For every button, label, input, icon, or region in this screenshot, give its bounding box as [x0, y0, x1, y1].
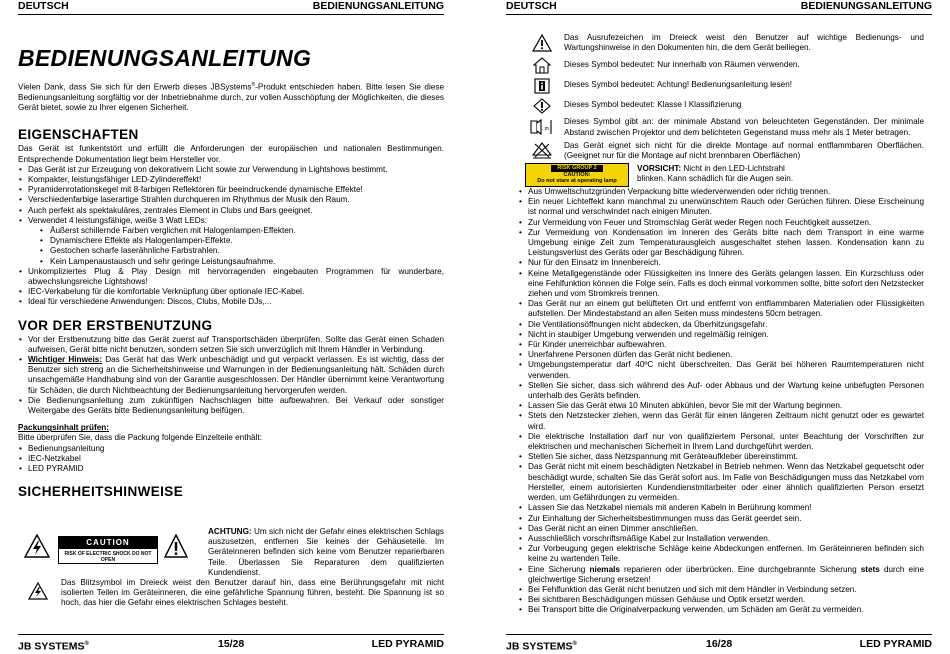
intro-paragraph: Vielen Dank, dass Sie sich für den Erwerb dieses JBSystems®-Produkt entschieden haben. Bitte lesen Sie diese Bedienungsanleitung sorgfältig vor der Inbetriebnahme durch, zur vollen Ausschöpfung der Möglichkeiten, die dieses Gerät bietet, sowie zu Ihrer eigenen Sicherheit. [18, 82, 445, 113]
achtung-paragraph: ACHTUNG: Um sich nicht der Gefahr eines elektrischen Schlags auszusetzen, entfernen Sie keines der Gehäuseteile. Im Geräteinneren befinden sich keine vom Benutzer reparierbaren Teile. Überlassen Sie Reparaturen dem qualifizierten Kundendienst. [208, 527, 444, 577]
list-item: • Eine Sicherung niemals reparieren oder überbrücken. Eine durchgebrannte Sicherung stets durch eine gleichwertige Sicherung ersetzen! [518, 565, 924, 585]
caution-graphic [18, 526, 158, 570]
list-item: • Zur Vorbeugung gegen elektrische Schläge keine Abdeckungen entfernen. Im Geräteinneren befinden sich keine zu wartenden Teile. [518, 544, 924, 564]
list-item: • Zur Vermeidung von Feuer und Stromschlag Gerät weder Regen noch Feuchtigkeit aussetzen. [518, 218, 924, 228]
footer-product: LED PYRAMID [859, 638, 932, 650]
list-item: • Stellen Sie sicher, dass sich während des Auf- oder Abbaus und der Wartung keine unbefugten Personen unterhalb des Geräts befinden. [518, 381, 924, 401]
right-content [528, 33, 924, 164]
list-item: • Lassen Sie das Netzkabel niemals mit anderen Kabeln in Berührung kommen! [518, 503, 924, 513]
list-item: • Die Ventilationsöffnungen nicht abdecken, da Überhitzungsgefahr. [518, 320, 924, 330]
led-sublist [18, 226, 444, 267]
page-right [488, 0, 950, 654]
caution-title: CAUTION [59, 537, 157, 549]
header-title: BEDIENUNGSANLEITUNG [800, 0, 932, 12]
list-item: • Die Bedienungsanleitung zum zukünftigen Nachschlagen bitte aufbewahren. Bei Verkauf oder sonstiger Weitergabe des Geräts bitte Bedienungsanleitung beifügen. [18, 396, 444, 416]
features-list [18, 165, 444, 226]
list-item: • Das Gerät nicht mit einem beschädigten Netzkabel in Betrieb nehmen. Wenn das Netzkabel gequetscht oder beschädigt wurde, schalten Sie das Gerät sofort aus. Im Falle von Beschädigungen muss das Netzkabel vom Hersteller, einem autorisierten Kundendienstmitarbeiter oder einer ähnlich qualifizierten Person ersetzt werden, um Gefährdungen zu vermeiden. [518, 462, 924, 503]
erstbenutzung-list [18, 335, 444, 417]
list-item: • Aus Umweltschutzgründen Verpackung bitte wiederverwenden oder richtig trennen. [518, 187, 924, 197]
list-item: • Die elektrische Installation darf nur von qualifiziertem Personal, unter Beachtung der Vorschriften zur elektrischen und mechanischen Sicherheit in Ihrem Land durchgeführt werden. [518, 432, 924, 452]
list-item: • Bei sichtbaren Beschädigungen müssen Gehäuse und Optik ersetzt werden. [518, 595, 924, 605]
list-item: • Ein neuer Lichteffekt kann manchmal zu unerwünschtem Rauch oder Gerüchen führen. Diese Erscheinung ist normal und verschwindet nach einigen Minuten. [518, 197, 924, 217]
page-left [0, 0, 462, 654]
page-header [18, 0, 444, 15]
heading-eigenschaften: EIGENSCHAFTEN [18, 127, 139, 143]
risk-group-title: RISK GROUP 2 [551, 165, 602, 172]
list-item: • Stets den Netzstecker ziehen, wenn das Gerät für einen längeren Zeitraum nicht genutzt oder es gewartet wird. [518, 411, 924, 431]
symbol-row [528, 97, 924, 114]
lightning-triangle-icon [24, 534, 50, 558]
header-language: DEUTSCH [18, 0, 69, 12]
list-item: • Bei Fehlfunktion das Gerät nicht benutzen und sich mit dem Händler in Verbindung setzen. [518, 585, 924, 595]
symbol-text: Dieses Symbol bedeutet: Achtung! Bedienungsanleitung lesen! [564, 80, 793, 90]
footer-page-number: 16/28 [706, 638, 733, 650]
manual-book-icon [533, 78, 551, 94]
symbol-row [528, 57, 924, 74]
minimum-distance-icon [529, 118, 555, 136]
footer-brand: JB SYSTEMS® [506, 640, 577, 653]
list-item: • Unerfahrene Personen dürfen das Gerät nicht bedienen. [518, 350, 924, 360]
list-item: • Das Gerät nicht an einen Dimmer anschließen. [518, 524, 924, 534]
list-item: • Stellen Sie sicher, dass Netzspannung mit Geräteaufkleber übereinstimmt. [518, 452, 924, 462]
exclamation-triangle-icon [532, 34, 552, 52]
vorsicht-paragraph: VORSICHT: Nicht in den LED-Lichtstrahl blinken. Kann schädlich für die Augen sein. [637, 164, 794, 184]
list-item: • Umgebungstemperatur darf 40ºC nicht überschreiten. Das Gerät bei höheren Raumtemperaturen nicht verwenden. [518, 360, 924, 380]
list-item: • Das Gerät nur an einem gut belüfteten Ort und entfernt von entflammbaren Materialien oder Flüssigkeiten aufstellen. Der Mindestabstand an allen Seiten muss mindestens 50cm betragen. [518, 299, 924, 319]
list-item: • Vor der Erstbenutzung bitte das Gerät zuerst auf Transportschäden überprüfen. Sollte das Gerät einen Schaden aufweisen, Gerät bitte nicht benutzen, sondern setzen Sie sich unverzüglich mit Ihrem Händler in Verbindung. [18, 335, 444, 355]
list-item: • Kein Lampenaustausch und sehr geringe Leistungsaufnahme. [18, 257, 444, 267]
symbol-row [528, 141, 924, 161]
page-title: BEDIENUNGSANLEITUNG [18, 45, 312, 71]
indoor-house-icon [533, 57, 551, 74]
footer-page-number: 15/28 [218, 638, 245, 650]
list-item: • Bedienungsanleitung [18, 444, 444, 454]
list-item: • Wichtiger Hinweis: Das Gerät hat das Werk unbeschädigt und gut verpackt verlassen. Es ist wichtig, dass der Benutzer sich streng an die Sicherheitshinweise und Warnungen in der Bedienungsanleitung hält. Schäden durch unsachgemäße Handhabung sind von der Garantie ausgeschlossen. Der Händler übernimmt keine Verantwortung für Schäden, die durch Nichtbeachtung der Bedienungsanleitung hervorgerufen werden. [18, 355, 444, 396]
list-item: • Ausschließlich vorschriftsmäßige Kabel zur Installation verwenden. [518, 534, 924, 544]
list-item: • IEC-Netzkabel [18, 454, 444, 464]
packungsinhalt-heading: Packungsinhalt prüfen: [18, 423, 109, 433]
list-item: • Unkompliziertes Plug & Play Design mit hervorragenden eingebauten Programmen für wunderbare, abwechslungsreiche Lightshows! [18, 267, 444, 287]
footer-product: LED PYRAMID [371, 638, 444, 650]
list-item: • Zur Vermeidung von Kondensation im Inneren des Geräts bitte nach dem Transport in eine warme Umgebung einige Zeit zum Temperaturausgleich ausgeschaltet stehen lassen. Kondensation kann zu Leistungsverlust des Geräts oder gar Beschädigung führen. [518, 228, 924, 259]
list-item: • Ideal für verschiedene Anwendungen: Discos, Clubs, Mobile DJs,... [18, 297, 444, 307]
symbol-row [528, 117, 924, 137]
list-item: • LED PYRAMID [18, 464, 444, 474]
list-item: • Nur für den Einsatz im Innenbereich. [518, 258, 924, 268]
list-item: • IEC-Verkabelung für die komfortable Verknüpfung über optionale IEC-Kabel. [18, 287, 444, 297]
list-item: • Das Gerät ist zur Erzeugung von dekorativem Licht sowie zur Verwendung in Lightshows bestimmt. [18, 165, 444, 175]
lightning-triangle-icon [28, 582, 48, 600]
list-item: • Nicht in staubiger Umgebung verwenden und regelmäßig reinigen. [518, 330, 924, 340]
symbol-text: Das Gerät eignet sich nicht für die direkte Montage auf normal entflammbaren Oberflächen. (Geeignet nur für die Montage auf nicht brennbaren Oberflächen) [564, 140, 924, 161]
symbol-row [528, 77, 924, 94]
footer-brand: JB SYSTEMS® [18, 640, 89, 653]
features-list-2 [18, 267, 444, 308]
safety-list [518, 187, 924, 616]
left-content [18, 45, 444, 501]
flammable-surface-icon [532, 142, 552, 160]
page-header [506, 0, 932, 15]
list-item: • Lassen Sie das Gerät etwa 10 Minuten abkühlen, bevor Sie mit der Wartung beginnen. [518, 401, 924, 411]
svg-text:..m: ..m [542, 126, 549, 133]
list-item: • Verwendet 4 leistungsfähige, weiße 3 Watt LEDs: [18, 216, 444, 226]
class-i-icon [533, 98, 551, 114]
list-item: • Für Kinder unerreichbar aufbewahren. [518, 340, 924, 350]
page-footer [506, 634, 932, 653]
symbol-text: Dieses Symbol gibt an: der minimale Abstand von beleuchteten Gegenständen. Der minimale Abstand zwischen Projektor und dem belichteten Gegenstand muss mehr als 1 Meter betragen. [564, 117, 924, 137]
symbol-text: Das Ausrufezeichen im Dreieck weist den Benutzer auf wichtige Bedienungs- und Wartungshinweise in den Dokumenten hin, die dem Gerät beiliegen. [564, 33, 924, 53]
list-item: • Verschiedenfarbige laserartige Strahlen durchqueren im Rhythmus der Musik den Raum. [18, 195, 444, 205]
header-language: DEUTSCH [506, 0, 557, 12]
list-item: • Keine Metallgegenstände oder Flüssigkeiten ins Innere des Geräts gelangen lassen. Ein Kurzschluss oder eine Fehlfunktion können die Folge sein. Falls es doch einmal vorkommen sollte, bitte sofort den Netzstecker ziehen und vom Stromkreis trennen. [518, 269, 924, 300]
list-item: • Kompakter, leistungsfähiger LED-Zylindereffekt! [18, 175, 444, 185]
header-title: BEDIENUNGSANLEITUNG [312, 0, 444, 12]
risk-stare: Do not stare at operating lamp [537, 178, 617, 184]
heading-erstbenutzung: VOR DER ERSTBENUTZUNG [18, 317, 213, 333]
packungsinhalt-list [18, 444, 444, 475]
list-item: • Auch perfekt als spektakuläres, zentrales Element in Clubs und Bars geeignet. [18, 206, 444, 216]
list-item: • Zur Einhaltung der Sicherheitsbestimmungen muss das Gerät geerdet sein. [518, 514, 924, 524]
caution-subtitle: RISK OF ELECTRIC SHOCK DO NOT OPEN [64, 551, 152, 563]
list-item: • Pyramidenrotationskegel mit 8-farbigen Reflektoren für beeindruckende dynamische Effekte! [18, 185, 444, 195]
heading-sicherheitshinweise: SICHERHEITSHINWEISE [18, 484, 184, 500]
symbol-text: Dieses Symbol bedeutet: Nur innerhalb von Räumen verwenden. [564, 60, 800, 70]
blitz-paragraph: Das Blitzsymbol im Dreieck weist den Benutzer darauf hin, dass eine Berührungsgefahr mit nicht isolierten Teilen im Geräteinneren, die eine gefährliche Spannung führen, besteht. Die Spannung ist so hoch, das hier die Gefahr eines elektrischen Schlages besteht. [61, 578, 444, 608]
caution-label [58, 536, 158, 564]
risk-caution: CAUTION: [563, 171, 591, 178]
packungsinhalt-text: Bitte überprüfen Sie, dass die Packung folgende Einzelteile enthält: [18, 433, 262, 443]
list-item: • Dynamischere Effekte als Halogenlampen-Effekte. [18, 236, 444, 246]
list-item: • Gestochen scharfe laserähnliche Farbstrahlen. [18, 246, 444, 256]
list-item: • Bei Transport bitte die Originalverpackung verwenden, um Schäden am Gerät zu vermeiden. [518, 605, 924, 615]
symbol-row [528, 33, 924, 53]
page-footer [18, 634, 444, 653]
risk-group-label [525, 163, 629, 187]
symbol-text: Dieses Symbol bedeutet: Klasse I Klassifizierung [564, 100, 742, 110]
eigenschaften-text: Das Gerät ist funkentstört und erfüllt die Anforderungen der europäischen und nationalen Bestimmungen. Entsprechende Dokumentation liegt beim Hersteller vor. [18, 144, 444, 164]
exclamation-triangle-icon [164, 534, 188, 558]
list-item: • Äußerst schillernde Farben verglichen mit Halogenlampen-Effekten. [18, 226, 444, 236]
